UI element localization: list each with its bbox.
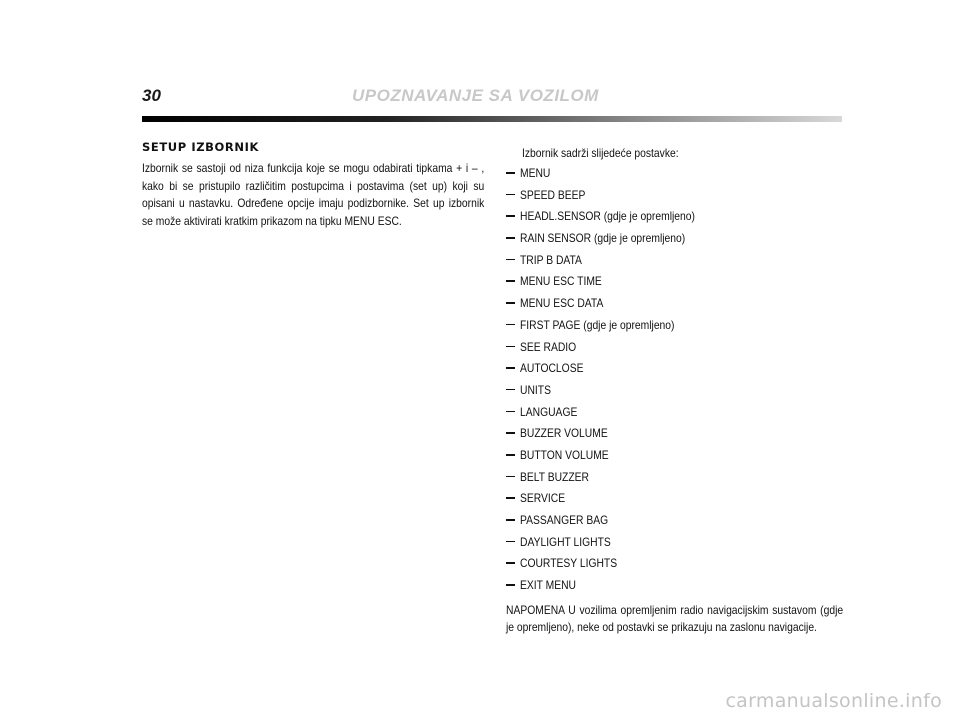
list-item	[506, 448, 846, 470]
list-intro: Izbornik sadrži slijedeće postavke:	[522, 146, 679, 160]
list-item-text: RAIN SENSOR (gdje je opremljeno)	[520, 231, 686, 246]
settings-list	[506, 166, 846, 600]
list-item	[506, 426, 846, 448]
dash-icon	[506, 237, 515, 239]
list-item	[506, 405, 846, 427]
dash-icon	[506, 324, 515, 326]
dash-icon	[506, 476, 515, 478]
list-item	[506, 318, 846, 340]
list-item	[506, 340, 846, 362]
list-item-text: SEE RADIO	[520, 339, 577, 354]
list-item-text: DAYLIGHT LIGHTS	[520, 534, 611, 549]
list-item-text: SERVICE	[520, 491, 566, 506]
dash-icon	[506, 194, 515, 196]
watermark: carmanualsonline.info	[725, 690, 942, 712]
list-item	[506, 361, 846, 383]
list-item	[506, 491, 846, 513]
left-column	[142, 140, 484, 230]
list-item	[506, 578, 846, 600]
list-item-text: FIRST PAGE (gdje je opremljeno)	[520, 317, 675, 332]
list-item-text: MENU ESC TIME	[520, 274, 602, 289]
list-item-text: TRIP B DATA	[520, 252, 582, 267]
list-item-text: AUTOCLOSE	[520, 361, 584, 376]
list-item-text: HEADL.SENSOR (gdje je opremljeno)	[520, 209, 695, 224]
list-item-text: MENU ESC DATA	[520, 296, 604, 311]
dash-icon	[506, 562, 515, 564]
dash-icon	[506, 346, 515, 348]
list-item-text: LANGUAGE	[520, 404, 578, 419]
dash-icon	[506, 432, 515, 434]
list-item	[506, 253, 846, 275]
dash-icon	[506, 280, 515, 282]
list-item	[506, 470, 846, 492]
dash-icon	[506, 519, 515, 521]
list-item-text: UNITS	[520, 382, 551, 397]
list-item-text: SPEED BEEP	[520, 187, 586, 202]
dash-icon	[506, 411, 515, 413]
list-item-text: BELT BUZZER	[520, 469, 590, 484]
list-item	[506, 535, 846, 557]
dash-icon	[506, 367, 515, 369]
list-item	[506, 209, 846, 231]
dash-icon	[506, 172, 515, 174]
setup-heading: SETUP IZBORNIK	[142, 140, 259, 154]
list-item-text: MENU	[520, 166, 551, 180]
list-item-text: BUZZER VOLUME	[520, 426, 608, 441]
dash-icon	[506, 454, 515, 456]
list-item-text: COURTESY LIGHTS	[520, 556, 618, 571]
list-item	[506, 513, 846, 535]
dash-icon	[506, 259, 515, 261]
right-column	[506, 146, 846, 637]
list-item	[506, 274, 846, 296]
section-title: UPOZNAVANJE SA VOZILOM	[352, 86, 599, 105]
list-item	[506, 296, 846, 318]
dash-icon	[506, 302, 515, 304]
navigation-note: NAPOMENA U vozilima opremljenim radio navigacijskim sustavom (gdje je opremljeno), neke od postavki se prikazuju na zaslonu navigacije.	[506, 602, 844, 635]
list-item-text: EXIT MENU	[520, 578, 577, 593]
dash-icon	[506, 584, 515, 586]
dash-icon	[506, 497, 515, 499]
list-item	[506, 383, 846, 405]
list-item	[506, 166, 846, 188]
list-item	[506, 231, 846, 253]
list-item-text: PASSANGER BAG	[520, 513, 609, 527]
dash-icon	[506, 215, 515, 217]
list-item	[506, 188, 846, 210]
list-item	[506, 556, 846, 578]
page-number: 30	[142, 86, 161, 105]
dash-icon	[506, 541, 515, 543]
header-rule	[142, 116, 842, 122]
setup-paragraph: Izbornik se sastoji od niza funkcija koje se mogu odabirati tipkama + i – , kako bi se pristupilo različitim postupcima i postavima (set up) koji su opisani u nastavku. Određene opcije imaju podizbornike. Set up izbornik se može aktivirati kratkim prikazom na tipku MENU ESC.	[142, 161, 485, 228]
dash-icon	[506, 389, 515, 391]
list-item-text: BUTTON VOLUME	[520, 447, 609, 462]
